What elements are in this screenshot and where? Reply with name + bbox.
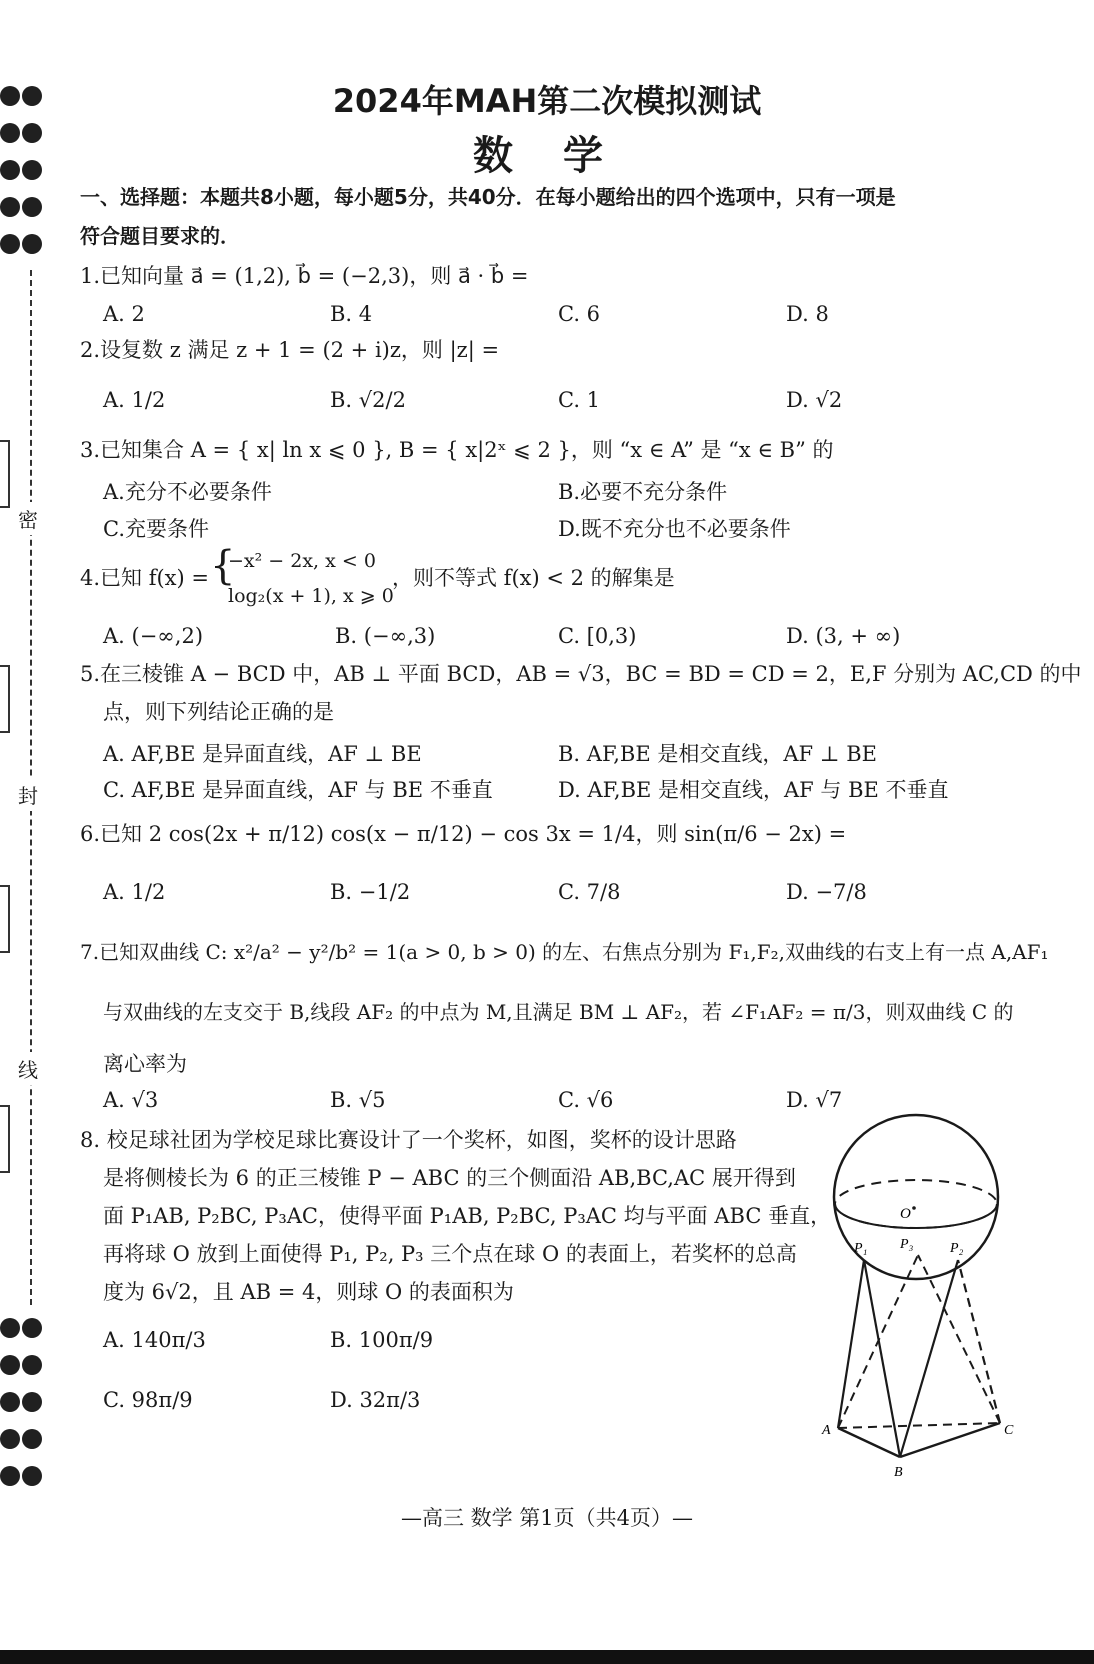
edge-bc: [900, 1423, 1000, 1457]
question-8-stem: 8. 校足球社团为学校足球比赛设计了一个奖杯，如图，奖杯的设计思路: [80, 1128, 737, 1152]
question-8-stem-cont: 面 P₁AB, P₂BC, P₃AC，使得平面 P₁AB, P₂BC, P₃AC 均与平面 ABC 垂直，: [103, 1204, 832, 1228]
question-4-stem: 4.已知 f(x) =: [80, 566, 209, 590]
section-heading-cont: 符合题目要求的．: [80, 224, 240, 248]
question-1-option-b: B. 4: [330, 302, 373, 326]
question-2-option-d: D. √2: [786, 388, 843, 412]
question-3-option-d: D.既不充分也不必要条件: [558, 517, 791, 541]
question-4-case-1: −x² − 2x, x < 0: [228, 550, 376, 572]
edge-ap3: [838, 1255, 918, 1428]
subject-title: 数 学: [473, 133, 621, 179]
label-b: B: [894, 1465, 903, 1480]
question-6-option-c: C. 7/8: [558, 880, 621, 904]
question-5-stem-cont: 点，则下列结论正确的是: [103, 700, 334, 724]
question-6-option-b: B. −1/2: [330, 880, 411, 904]
piecewise-brace: {: [210, 543, 236, 589]
margin-box: [0, 665, 10, 733]
margin-label-close: 封: [18, 778, 38, 811]
question-5-stem: 5.在三棱锥 A − BCD 中，AB ⊥ 平面 BCD，AB = √3，BC = BD = CD = 2，E,F 分别为 AC,CD 的中: [80, 662, 1082, 686]
edge-bp2: [900, 1260, 958, 1457]
question-8-option-a: A. 140π/3: [103, 1328, 206, 1352]
question-4-option-c: C. [0,3): [558, 624, 637, 648]
question-7-option-c: C. √6: [558, 1088, 614, 1112]
question-6-stem: 6.已知 2 cos(2x + π/12) cos(x − π/12) − cos 3x = 1/4，则 sin(π/6 − 2x) =: [80, 822, 847, 846]
question-7-stem-cont2: 离心率为: [103, 1052, 187, 1076]
edge-ab: [838, 1428, 900, 1457]
scan-edge: [0, 1650, 1094, 1664]
question-6-option-a: A. 1/2: [103, 880, 166, 904]
question-5-option-a: A. AF,BE 是异面直线，AF ⊥ BE: [103, 742, 422, 766]
margin-box: [0, 1105, 10, 1173]
question-4-case-2: log₂(x + 1), x ⩾ 0: [228, 585, 394, 607]
question-7-option-d: D. √7: [786, 1088, 843, 1112]
question-5-option-c: C. AF,BE 是异面直线，AF 与 BE 不垂直: [103, 778, 493, 802]
question-3-option-a: A.充分不必要条件: [103, 480, 272, 504]
edge-cp3: [918, 1255, 1000, 1423]
trophy-figure: [818, 1100, 1018, 1480]
sphere-equator-front: [835, 1204, 997, 1228]
question-3-stem: 3.已知集合 A = { x| ln x ⩽ 0 }, B = { x|2ˣ ⩽ 2 }，则 “x ∈ A” 是 “x ∈ B” 的: [80, 438, 834, 462]
label-o: O: [900, 1206, 911, 1222]
margin-box: [0, 885, 10, 953]
question-8-option-c: C. 98π/9: [103, 1388, 193, 1412]
edge-ap1: [838, 1260, 864, 1428]
question-2-option-b: B. √2/2: [330, 388, 406, 412]
page-footer: —高三 数学 第1页（共4页）—: [400, 1506, 694, 1530]
section-heading: 一、选择题：本题共8小题，每小题5分，共40分．在每小题给出的四个选项中，只有一项是: [80, 185, 896, 209]
margin-label-line: 线: [18, 1052, 38, 1085]
label-c: C: [1004, 1423, 1014, 1438]
label-a: A: [822, 1423, 831, 1438]
question-4-option-b: B. (−∞,3): [335, 624, 436, 648]
question-4-option-d: D. (3, + ∞): [786, 624, 901, 648]
margin-label-seal: 密: [18, 502, 38, 535]
question-1-option-a: A. 2: [103, 302, 145, 326]
question-1-option-c: C. 6: [558, 302, 601, 326]
exam-title: 2024年MAH第二次模拟测试: [332, 82, 762, 120]
question-1-option-d: D. 8: [786, 302, 829, 326]
question-2-stem: 2.设复数 z 满足 z + 1 = (2 + i)z，则 |z| =: [80, 338, 500, 362]
question-7-option-b: B. √5: [330, 1088, 386, 1112]
label-p3: P₃: [900, 1237, 914, 1252]
question-8-option-b: B. 100π/9: [330, 1328, 434, 1352]
label-p2: P₂: [950, 1241, 964, 1256]
edge-ac: [838, 1423, 1000, 1428]
question-7-stem-cont: 与双曲线的左支交于 B,线段 AF₂ 的中点为 M,且满足 BM ⊥ AF₂，若 ∠F₁AF₂ = π/3，则双曲线 C 的: [103, 1000, 1014, 1024]
question-8-option-d: D. 32π/3: [330, 1388, 421, 1412]
label-p1: P₁: [854, 1241, 868, 1256]
binding-holes-bottom: [0, 1310, 46, 1495]
edge-cp2: [958, 1260, 1000, 1423]
question-1-stem: 1.已知向量 a⃗ = (1,2), b⃗ = (−2,3)，则 a⃗ · b⃗ =: [80, 264, 529, 288]
question-3-option-b: B.必要不充分条件: [558, 480, 728, 504]
question-8-stem-cont: 再将球 O 放到上面使得 P₁, P₂, P₃ 三个点在球 O 的表面上，若奖杯的总高: [103, 1242, 797, 1266]
center-dot: [912, 1206, 916, 1210]
question-8-stem-cont: 是将侧棱长为 6 的正三棱锥 P − ABC 的三个侧面沿 AB,BC,AC 展开得到: [103, 1166, 796, 1190]
question-5-option-b: B. AF,BE 是相交直线，AF ⊥ BE: [558, 742, 877, 766]
question-3-option-c: C.充要条件: [103, 517, 209, 541]
question-4-stem-tail: ，则不等式 f(x) < 2 的解集是: [392, 566, 675, 590]
margin-box: [0, 440, 10, 508]
question-6-option-d: D. −7/8: [786, 880, 867, 904]
question-2-option-a: A. 1/2: [103, 388, 166, 412]
question-8-stem-cont: 度为 6√2，且 AB = 4，则球 O 的表面积为: [103, 1280, 514, 1304]
question-7-stem: 7.已知双曲线 C: x²/a² − y²/b² = 1(a > 0, b > 0) 的左、右焦点分别为 F₁,F₂,双曲线的右支上有一点 A,AF₁: [80, 940, 1049, 964]
question-5-option-d: D. AF,BE 是相交直线，AF 与 BE 不垂直: [558, 778, 949, 802]
question-4-option-a: A. (−∞,2): [103, 624, 204, 648]
question-2-option-c: C. 1: [558, 388, 601, 412]
question-7-option-a: A. √3: [103, 1088, 159, 1112]
